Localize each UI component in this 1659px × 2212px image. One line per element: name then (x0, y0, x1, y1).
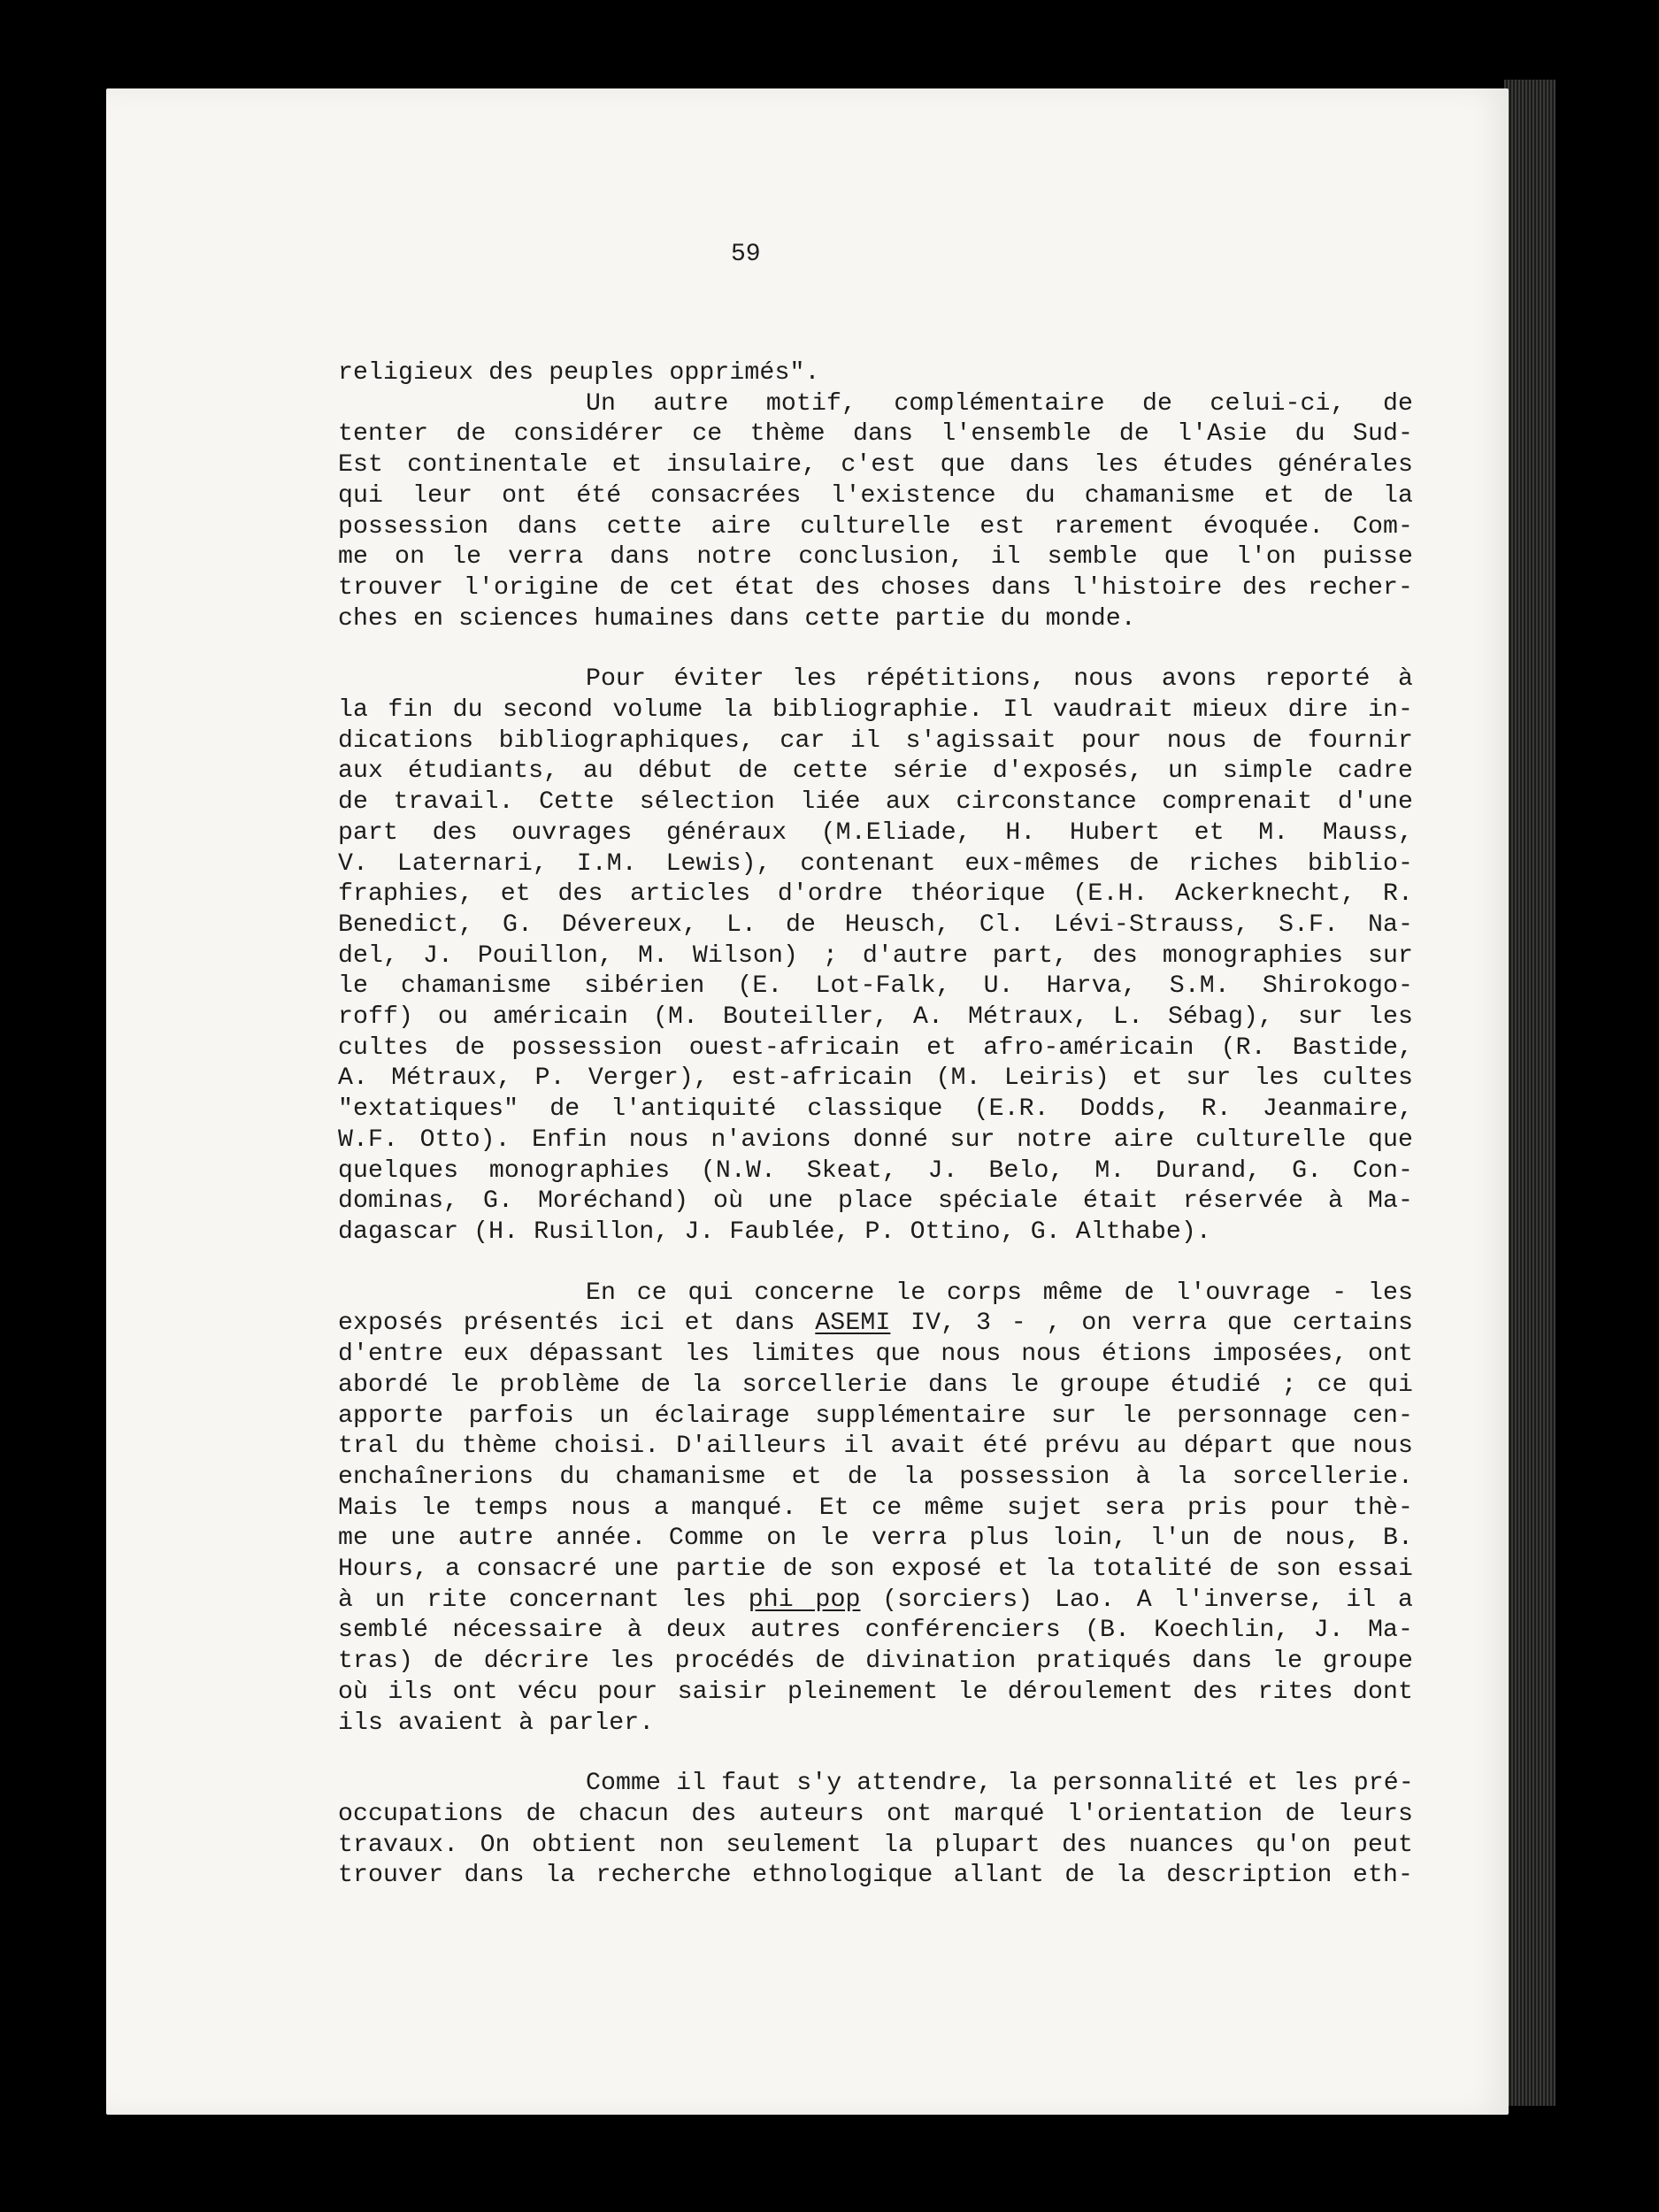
text-line: Hours, a consacré une partie de son exposé et la totalité de son essai (338, 1555, 1413, 1584)
text-line-with-asemi (338, 1309, 1413, 1340)
paragraph-3 (338, 664, 1413, 1248)
text-line: apporte parfois un éclairage supplémentaire sur le personnage cen- (338, 1402, 1413, 1430)
text-line: trouver dans la recherche ethnologique allant de la description eth- (338, 1862, 1413, 1890)
text-line: Est continentale et insulaire, c'est que dans les études générales (338, 451, 1413, 480)
text-line: enchaînerions du chamanisme et de la possession à la sorcellerie. (338, 1463, 1413, 1491)
text-line: Comme il faut s'y attendre, la personnalité et les pré- (586, 1770, 1414, 1798)
text-line: Pour éviter les répétitions, nous avons reporté à (586, 665, 1413, 694)
text-line: del, J. Pouillon, M. Wilson) ; d'autre part, des monographies sur (338, 941, 1413, 970)
text-line: dications bibliographiques, car il s'agissait pour nous de fournir (338, 726, 1413, 755)
text-line: trouver l'origine de cet état des choses dans l'histoire des recher- (338, 573, 1413, 602)
text-line: Mais le temps nous a manqué. Et ce même sujet sera pris pour thè- (338, 1494, 1413, 1522)
text-line: Un autre motif, complémentaire de celui-ci, de (586, 389, 1413, 418)
text-line: tras) de décrire les procédés de divination pratiqués dans le groupe (338, 1647, 1413, 1676)
paragraph-1 (338, 358, 1413, 389)
text-line: ils avaient à parler. (338, 1709, 655, 1737)
text-line: la fin du second volume la bibliographie. Il vaudrait mieux dire in- (338, 696, 1413, 725)
text-line: tral du thème choisi. D'ailleurs il avait été prévu au départ que nous (338, 1432, 1413, 1461)
text-line: de travail. Cette sélection liée aux circonstance comprenait d'une (338, 788, 1413, 817)
text-line: Benedict, G. Dévereux, L. de Heusch, Cl. Lévi-Strauss, S.F. Na- (338, 910, 1413, 939)
text-fragment: exposés présentés ici et dans (338, 1310, 816, 1338)
text-line: me on le verra dans notre conclusion, il semble que l'on puisse (338, 543, 1413, 572)
text-line-with-phi-pop (338, 1586, 1413, 1617)
text-fragment: à un rite concernant les (338, 1586, 749, 1614)
text-line: me une autre année. Comme on le verra plus loin, l'un de nous, B. (338, 1525, 1413, 1553)
text-line: tenter de considérer ce thème dans l'ensemble de l'Asie du Sud- (338, 420, 1413, 449)
page-number: 59 (731, 241, 761, 268)
body-text (338, 358, 1413, 1922)
text-line: ches en sciences humaines dans cette partie du monde. (338, 604, 1136, 633)
text-line: aux étudiants, au début de cette série d'exposés, un simple cadre (338, 757, 1413, 786)
paragraph-2 (338, 389, 1413, 635)
text-line: A. Métraux, P. Verger), est-africain (M. Leiris) et sur les cultes (338, 1064, 1413, 1093)
text-line: où ils ont vécu pour saisir pleinement le déroulement des rites dont (338, 1678, 1413, 1706)
underlined-asemi: ASEMI (815, 1310, 891, 1338)
text-line: part des ouvrages généraux (M.Eliade, H. Hubert et M. Mauss, (338, 818, 1413, 847)
text-line: cultes de possession ouest-africain et afro-américain (R. Bastide, (338, 1033, 1413, 1062)
text-line: "extatiques" de l'antiquité classique (E.R. Dodds, R. Jeanmaire, (338, 1095, 1413, 1124)
text-line: abordé le problème de la sorcellerie dans le groupe étudié ; ce qui (338, 1371, 1413, 1399)
text-line: travaux. On obtient non seulement la plupart des nuances qu'on peut (338, 1831, 1413, 1859)
text-line: semblé nécessaire à deux autres conférenciers (B. Koechlin, J. Ma- (338, 1617, 1413, 1645)
text-fragment: IV, 3 - , on verra que certains (890, 1310, 1413, 1338)
underlined-phi-pop: phi pop (748, 1586, 861, 1614)
text-line: V. Laternari, I.M. Lewis), contenant eux-mêmes de riches biblio- (338, 849, 1413, 878)
text-line: quelques monographies (N.W. Skeat, J. Belo, M. Durand, G. Con- (338, 1156, 1413, 1185)
text-line: qui leur ont été consacrées l'existence du chamanisme et de la (338, 481, 1413, 510)
paragraph-4 (338, 1279, 1413, 1740)
text-fragment: (sorciers) Lao. A l'inverse, il a (860, 1586, 1413, 1614)
text-line: fraphies, et des articles d'ordre théorique (E.H. Ackerknecht, R. (338, 880, 1413, 909)
text-line: dominas, G. Moréchand) où une place spéciale était réservée à Ma- (338, 1187, 1413, 1216)
text-line: le chamanisme sibérien (E. Lot-Falk, U. Harva, S.M. Shirokogo- (338, 972, 1413, 1001)
text-line: religieux des peuples opprimés". (338, 359, 820, 387)
text-line: dagascar (H. Rusillon, J. Faublée, P. Ottino, G. Althabe). (338, 1217, 1211, 1246)
paragraph-5 (338, 1769, 1413, 1892)
text-line: occupations de chacun des auteurs ont marqué l'orientation de leurs (338, 1800, 1413, 1828)
text-line: En ce qui concerne le corps même de l'ouvrage - les (586, 1279, 1413, 1307)
text-line: roff) ou américain (M. Bouteiller, A. Métraux, L. Sébag), sur les (338, 1003, 1413, 1032)
text-line: possession dans cette aire culturelle est rarement évoquée. Com- (338, 512, 1413, 541)
text-line: d'entre eux dépassant les limites que nous nous étions imposées, ont (338, 1340, 1413, 1369)
page-stack-edges (1504, 80, 1555, 2106)
text-line: W.F. Otto). Enfin nous n'avions donné sur notre aire culturelle que (338, 1125, 1413, 1154)
